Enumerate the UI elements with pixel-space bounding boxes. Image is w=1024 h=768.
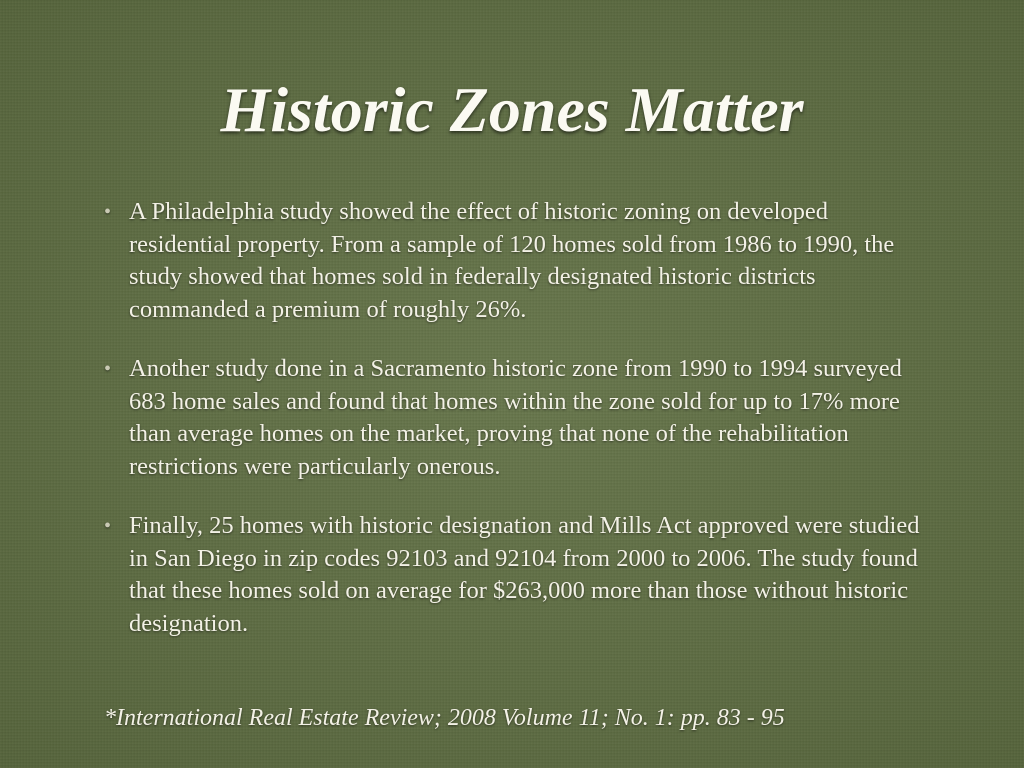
bullet-dot-icon: •	[104, 201, 112, 223]
bullet-item-philadelphia	[104, 196, 934, 326]
bullet-list	[104, 196, 934, 667]
bullet-item-sacramento	[104, 353, 934, 483]
bullet-dot-icon: •	[104, 515, 112, 537]
bullet-item-san-diego	[104, 510, 934, 640]
bullet-text: Another study done in a Sacramento historic zone from 1990 to 1994 surveyed 683 home sales and found that homes within the zone sold for up to 17% more than average homes on the market, proving that none of the rehabilitation restrictions were particularly onerous.	[129, 355, 902, 480]
slide-title: Historic Zones Matter	[220, 74, 804, 145]
bullet-text: A Philadelphia study showed the effect of historic zoning on developed residential property. From a sample of 120 homes sold from 1986 to 1990, the study showed that homes sold in federally designated historic districts commanded a premium of roughly 26%.	[129, 198, 895, 323]
bullet-text: Finally, 25 homes with historic designation and Mills Act approved were studied in San Diego in zip codes 92103 and 92104 from 2000 to 2006. The study found that these homes sold on average for $263,000 more than those without historic designation.	[129, 512, 920, 637]
citation: *International Real Estate Review; 2008 Volume 11; No. 1: pp. 83 - 95	[104, 705, 785, 731]
bullet-dot-icon: •	[104, 358, 112, 380]
